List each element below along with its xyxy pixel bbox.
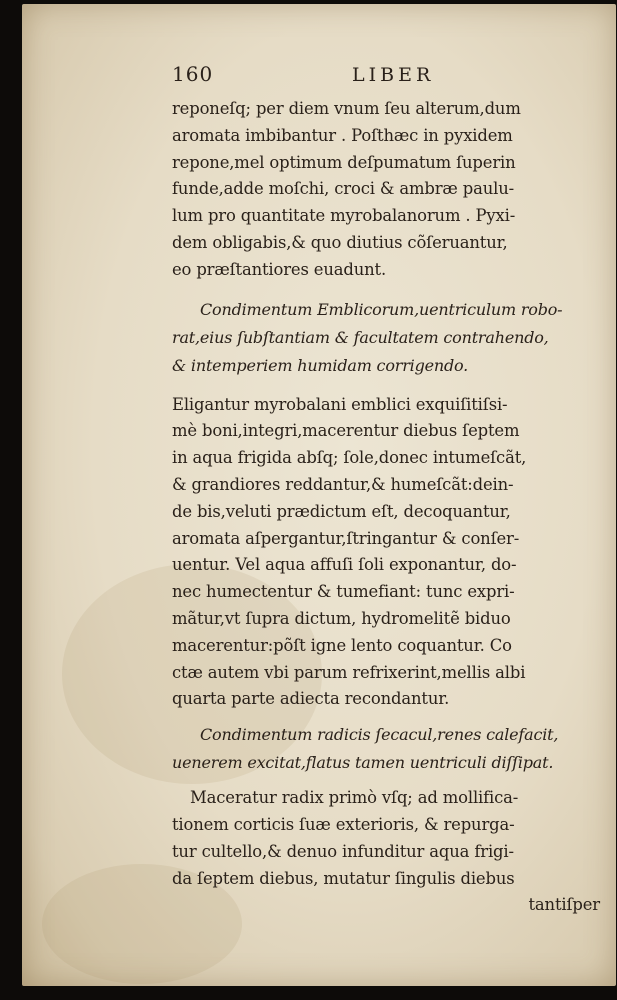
running-title: LIBER (352, 64, 435, 86)
text-line: tionem corticis ſuæ exterioris, & repurga- (172, 814, 515, 834)
book-page (22, 4, 616, 986)
paragraph-2 (172, 392, 612, 714)
text-line: uentur. Vel aqua affuſi ſoli exponantur, do- (172, 555, 517, 575)
text-line: Eligantur myrobalani emblici exquiſitiſsi- (172, 394, 508, 414)
text-line: lum pro quantitate myrobalanorum . Pyxi- (172, 206, 516, 226)
paragraph-1 (172, 96, 612, 284)
heading-line: rat,eius ſubſtantiam & facultatem contrahendo, (172, 327, 549, 347)
text-line: dem obligabis,& quo diutius cõſeruantur, (172, 232, 508, 252)
text-line: aromata aſpergantur,ſtringantur & conſer- (172, 528, 520, 548)
text-line: funde,adde moſchi, croci & ambræ paulu- (172, 179, 515, 199)
text-line: reponeſq; per diem vnum ſeu alterum,dum (172, 99, 521, 118)
text-line: Maceratur radix primò vſq; ad mollifica- (190, 788, 519, 808)
text-line: & grandiores reddantur,& humeſcãt:dein- (172, 474, 514, 494)
section-heading-secacul (172, 721, 612, 777)
catchword: tantiſper (528, 895, 600, 915)
page-text (172, 62, 612, 919)
heading-line: uenerem excitat,flatus tamen uentriculi diſſipat. (172, 753, 554, 773)
text-line: nec humectentur & tumefiant: tunc expri- (172, 582, 515, 602)
text-line: in aqua frigida abſq; ſole,donec intumeſcãt, (172, 448, 527, 468)
text-line: da ſeptem diebus, mutatur ſingulis diebus (172, 868, 515, 888)
page-number: 160 (172, 62, 214, 86)
section-heading-emblicorum (172, 296, 612, 380)
text-line: de bis,veluti prædictum eſt, decoquantur, (172, 501, 511, 521)
heading-line: & intemperiem humidam corrigendo. (172, 355, 469, 375)
paragraph-3 (172, 785, 612, 919)
text-line: mè boni,integri,macerentur diebus ſeptem (172, 421, 520, 441)
heading-line: Condimentum radicis ſecacul,renes calefacit, (200, 725, 559, 745)
text-line: tur cultello,& denuo infunditur aqua frigi- (172, 841, 514, 861)
text-line: macerentur:põſt igne lento coquantur. Co (172, 635, 512, 655)
text-line: quarta parte adiecta recondantur. (172, 689, 450, 709)
text-line: mãtur,vt ſupra dictum, hydromelitẽ biduo (172, 608, 511, 628)
page-header (172, 62, 612, 96)
text-line: ctæ autem vbi parum refrixerint,mellis albi (172, 662, 526, 682)
text-line: repone,mel optimum deſpumatum ſuperin (172, 152, 516, 172)
heading-line: Condimentum Emblicorum,uentriculum robo- (200, 299, 563, 319)
text-line: eo præſtantiores euadunt. (172, 259, 387, 279)
text-line: aromata imbibantur . Poſthæc in pyxidem (172, 125, 513, 145)
